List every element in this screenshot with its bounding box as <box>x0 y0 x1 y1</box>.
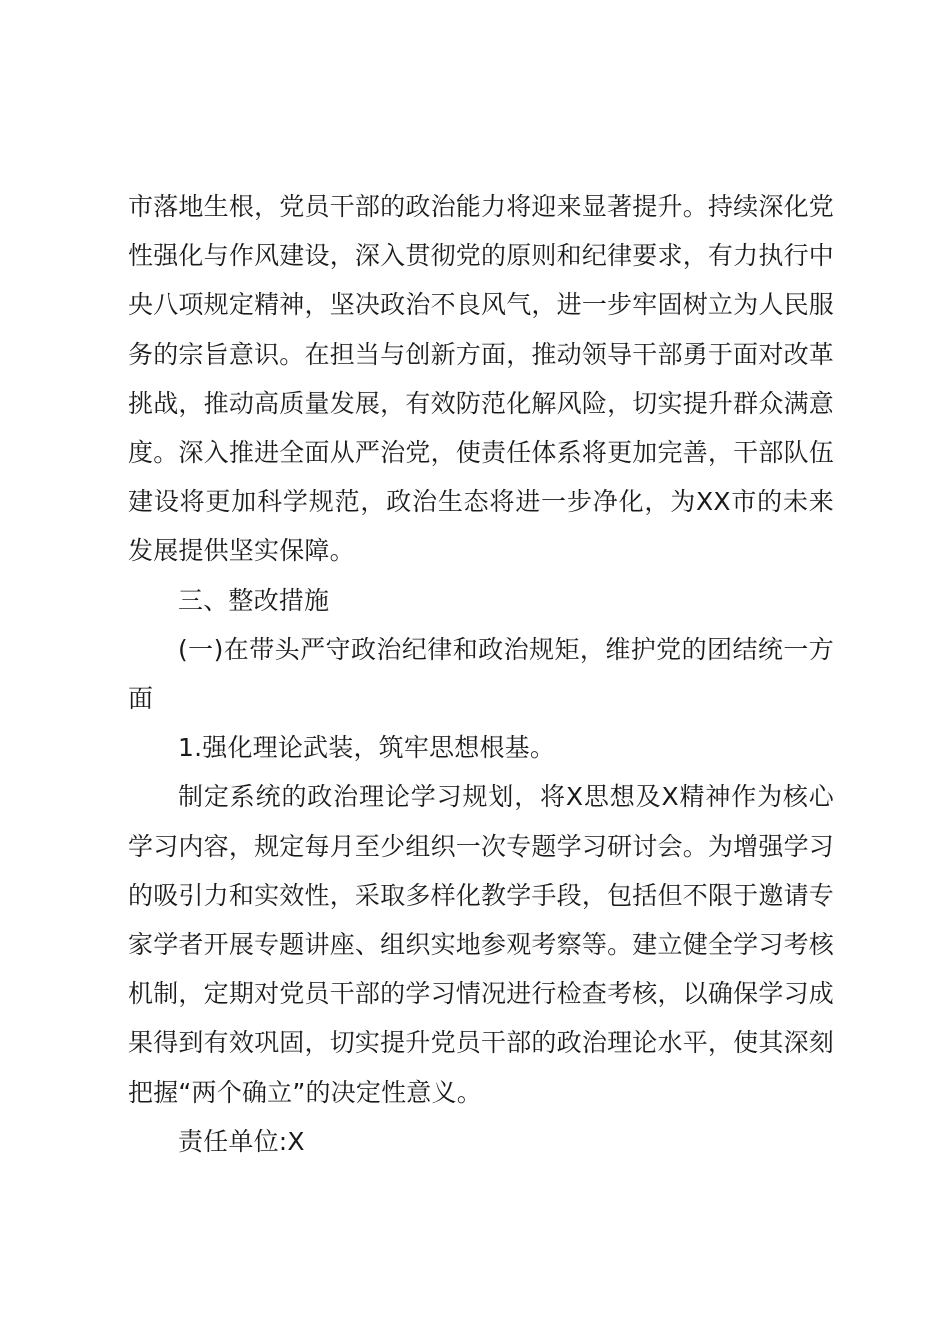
section-heading: 三、整改措施 <box>178 585 330 615</box>
document-body <box>128 182 834 1166</box>
subsection-heading: (一)在带头严守政治纪律和政治规矩，维护党的团结统一方面 <box>128 634 834 714</box>
paragraph-body: 制定系统的政治理论学习规划，将X思想及X精神作为核心学习内容，规定每月至少组织一次专题学习研讨会。为增强学习的吸引力和实效性，采取多样化教学手段，包括但不限于邀请专家学者开展专题讲座、组织实地参观考察等。建立健全学习考核机制，定期对党员干部的学习情况进行检查考核，以确保学习成果得到有效巩固，切实提升党员干部的政治理论水平，使其深刻把握“两个确立”的决定性意义。 <box>128 782 834 1107</box>
paragraph-continuation: 市落地生根，党员干部的政治能力将迎来显著提升。持续深化党性强化与作风建设，深入贯彻党的原则和纪律要求，有力执行中央八项规定精神，坚决政治不良风气，进一步牢固树立为人民服务的宗旨意识。在担当与创新方面，推动领导干部勇于面对改革挑战，推动高质量发展，有效防范化解风险，切实提升群众满意度。深入推进全面从严治党，使责任体系将更加完善，干部队伍建设将更加科学规范，政治生态将进一步净化，为XX市的未来发展提供坚实保障。 <box>128 192 834 566</box>
responsible-unit: 责任单位:X <box>178 1126 305 1156</box>
item-heading: 1.强化理论武装，筑牢思想根基。 <box>178 733 556 763</box>
